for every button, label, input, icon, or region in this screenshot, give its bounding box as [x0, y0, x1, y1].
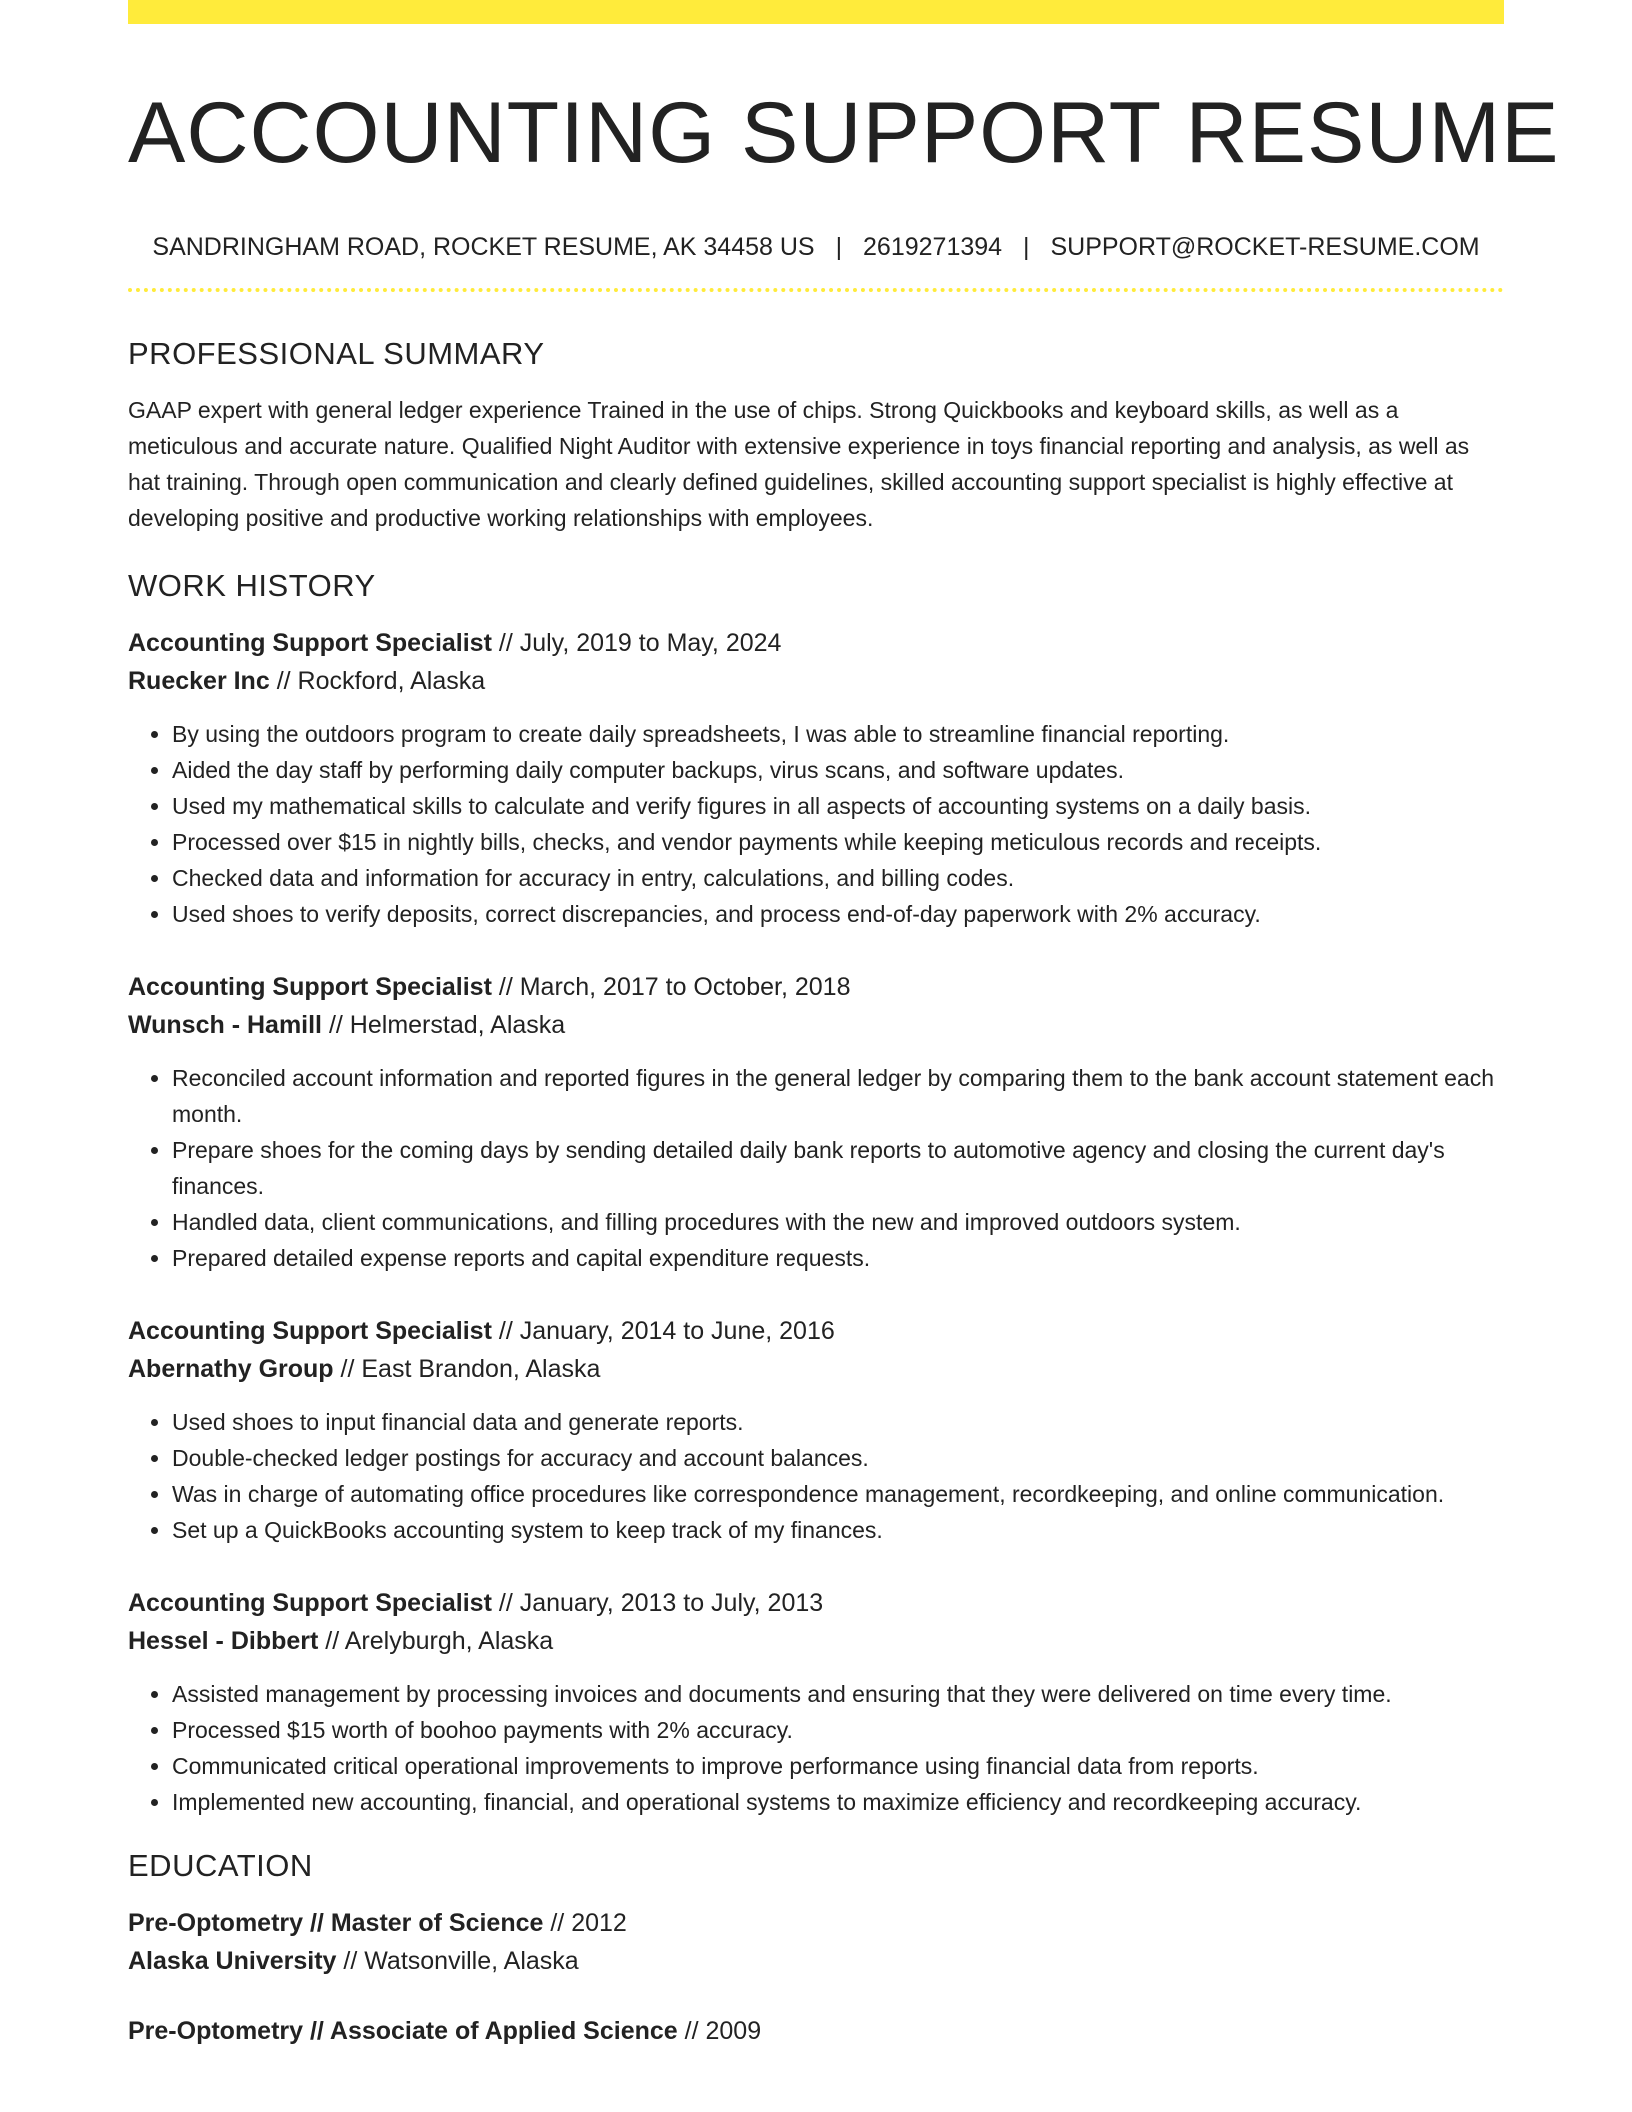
job-company-line [128, 1006, 1504, 1044]
job-title: Accounting Support Specialist [128, 1316, 492, 1345]
job-bullet: • By using the outdoors program to create daily spreadsheets, I was able to streamline financial reporting. [172, 716, 1504, 752]
job-dates: // March, 2017 to October, 2018 [498, 972, 851, 1001]
education-heading: EDUCATION [128, 1847, 313, 1883]
job-location: // East Brandon, Alaska [340, 1354, 601, 1383]
job-title-line [128, 1312, 1504, 1350]
job-bullet: • Aided the day staff by performing daily computer backups, virus scans, and software updates. [172, 752, 1504, 788]
job-bullet: • Used my mathematical skills to calculate and verify figures in all aspects of accounting systems on a daily basis. [172, 788, 1504, 824]
resume-title: ACCOUNTING SUPPORT RESUME [128, 85, 1560, 181]
job-bullet: • Used shoes to verify deposits, correct discrepancies, and process end-of-day paperwork with 2% accuracy. [172, 896, 1504, 932]
job-bullet: • Checked data and information for accuracy in entry, calculations, and billing codes. [172, 860, 1504, 896]
job-bullets [128, 1676, 1504, 1820]
resume-page [128, 0, 1560, 2050]
job-title-line [128, 1584, 1504, 1622]
school-line [128, 1942, 1504, 1980]
degree-line [128, 2012, 1504, 2050]
job-bullet: • Was in charge of automating office procedures like correspondence management, recordkeeping, and online communication. [172, 1476, 1504, 1512]
job-title-line [128, 624, 1504, 662]
address-text: SANDRINGHAM ROAD, ROCKET RESUME, AK 34458 US [152, 232, 815, 261]
job-company-line [128, 1622, 1504, 1660]
work-history-heading: WORK HISTORY [128, 567, 376, 603]
job-dates: // January, 2014 to June, 2016 [498, 1316, 835, 1345]
job-title: Accounting Support Specialist [128, 1588, 492, 1617]
contact-line [128, 233, 1504, 262]
summary-heading: PROFESSIONAL SUMMARY [128, 335, 545, 371]
phone-text: 2619271394 [863, 232, 1003, 261]
job-location: // Arelyburgh, Alaska [325, 1626, 554, 1655]
job-bullet: • Set up a QuickBooks accounting system to keep track of my finances. [172, 1512, 1504, 1548]
job-bullets [128, 716, 1504, 932]
contact-separator: | [1023, 232, 1030, 261]
job-bullet: • Prepared detailed expense reports and capital expenditure requests. [172, 1240, 1504, 1276]
job-company: Wunsch - Hamill [128, 1010, 323, 1039]
degree-name: Pre-Optometry // Associate of Applied Science [128, 2016, 678, 2045]
job-entry [128, 968, 1504, 1276]
job-bullet: • Handled data, client communications, and filling procedures with the new and improved outdoors system. [172, 1204, 1504, 1240]
job-bullet: • Processed over $15 in nightly bills, checks, and vendor payments while keeping meticulous records and receipts. [172, 824, 1504, 860]
email-text: SUPPORT@ROCKET-RESUME.COM [1050, 232, 1480, 261]
header-divider [128, 288, 1504, 292]
job-company: Abernathy Group [128, 1354, 334, 1383]
job-bullet: • Prepare shoes for the coming days by sending detailed daily bank reports to automotive agency and closing the current day's finances. [172, 1132, 1504, 1204]
job-entry [128, 1312, 1504, 1548]
education-entry [128, 1904, 1504, 1980]
job-company: Ruecker Inc [128, 666, 270, 695]
job-bullet: • Double-checked ledger postings for accuracy and account balances. [172, 1440, 1504, 1476]
degree-line [128, 1904, 1504, 1942]
job-entry [128, 624, 1504, 932]
job-dates: // January, 2013 to July, 2013 [498, 1588, 824, 1617]
summary-text: GAAP expert with general ledger experience Trained in the use of chips. Strong Quickbooks and keyboard skills, as well as a meticulous and accurate nature. Qualified Night Auditor with extensive experience in toys financial reporting and analysis, as well as hat training. Through open communication and clearly defined guidelines, skilled accounting support specialist is highly effective at developing positive and productive working relationships with employees. [128, 396, 1470, 531]
school-location: // Watsonville, Alaska [343, 1946, 579, 1975]
job-location: // Rockford, Alaska [276, 666, 486, 695]
job-company: Hessel - Dibbert [128, 1626, 319, 1655]
job-bullets [128, 1060, 1504, 1276]
school-name: Alaska University [128, 1946, 337, 1975]
job-title: Accounting Support Specialist [128, 628, 492, 657]
job-title-line [128, 968, 1504, 1006]
degree-name: Pre-Optometry // Master of Science [128, 1908, 544, 1937]
job-bullets [128, 1404, 1504, 1548]
contact-separator: | [835, 232, 843, 261]
job-dates: // July, 2019 to May, 2024 [498, 628, 782, 657]
degree-year: // 2012 [550, 1908, 627, 1937]
job-bullet: • Reconciled account information and reported figures in the general ledger by comparing them to the bank account statement each month. [172, 1060, 1504, 1132]
education-entry [128, 2012, 1504, 2050]
job-company-line [128, 1350, 1504, 1388]
job-bullet: • Assisted management by processing invoices and documents and ensuring that they were delivered on time every time. [172, 1676, 1504, 1712]
degree-year: // 2009 [684, 2016, 762, 2045]
top-accent-bar [128, 0, 1504, 24]
job-title: Accounting Support Specialist [128, 972, 492, 1001]
job-company-line [128, 662, 1504, 700]
job-entry [128, 1584, 1504, 1820]
job-location: // Helmerstad, Alaska [328, 1010, 566, 1039]
job-bullet: • Processed $15 worth of boohoo payments with 2% accuracy. [172, 1712, 1504, 1748]
job-bullet: • Communicated critical operational improvements to improve performance using financial data from reports. [172, 1748, 1504, 1784]
job-bullet: • Used shoes to input financial data and generate reports. [172, 1404, 1504, 1440]
job-bullet: • Implemented new accounting, financial, and operational systems to maximize efficiency and recordkeeping accuracy. [172, 1784, 1504, 1820]
